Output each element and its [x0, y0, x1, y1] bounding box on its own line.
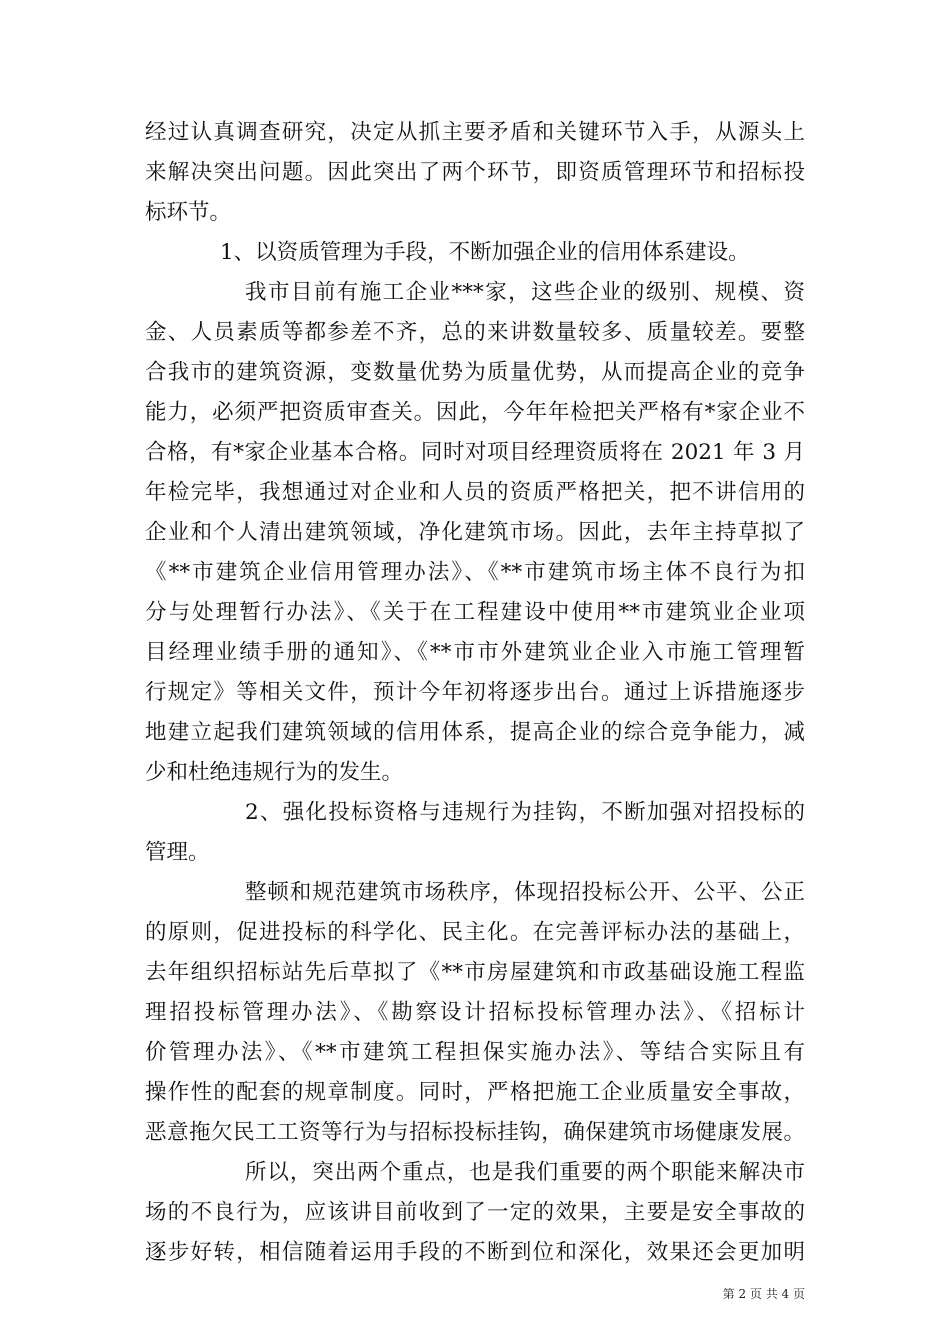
text-line: 合我市的建筑资源，变数量优势为质量优势，从而提高企业的竞争	[145, 360, 805, 385]
text-line: 行规定》等相关文件，预计今年初将逐步出台。通过上诉措施逐步	[145, 680, 805, 705]
text-line: 标环节。	[145, 200, 232, 225]
text-line: 操作性的配套的规章制度。同时，严格把施工企业质量安全事故，	[145, 1080, 805, 1105]
text-line: 我市目前有施工企业***家，这些企业的级别、规模、资	[245, 280, 805, 305]
text-line: 逐步好转，相信随着运用手段的不断到位和深化，效果还会更加明	[145, 1240, 805, 1265]
text-line: 《**市建筑企业信用管理办法》、《**市建筑市场主体不良行为扣	[145, 560, 805, 585]
text-line: 来解决突出问题。因此突出了两个环节，即资质管理环节和招标投	[145, 160, 805, 185]
text-line: 金、人员素质等都参差不齐，总的来讲数量较多、质量较差。要整	[145, 320, 805, 345]
text-line: 经过认真调查研究，决定从抓主要矛盾和关键环节入手，从源头上	[145, 120, 805, 145]
text-line: 场的不良行为，应该讲目前收到了一定的效果，主要是安全事故的	[145, 1200, 805, 1225]
text-line: 能力，必须严把资质审查关。因此，今年年检把关严格有*家企业不	[145, 400, 805, 425]
text-line: 管理。	[145, 840, 210, 865]
text-line: 的原则，促进投标的科学化、民主化。在完善评标办法的基础上，	[145, 920, 805, 945]
text-line: 合格，有*家企业基本合格。同时对项目经理资质将在 2021 年 3 月	[145, 440, 805, 465]
text-line: 恶意拖欠民工工资等行为与招标投标挂钩，确保建筑市场健康发展。	[145, 1120, 805, 1145]
text-line: 价管理办法》、《**市建筑工程担保实施办法》、等结合实际且有	[145, 1040, 805, 1065]
text-line: 去年组织招标站先后草拟了《**市房屋建筑和市政基础设施工程监	[145, 960, 805, 985]
text-line: 分与处理暂行办法》、《关于在工程建设中使用**市建筑业企业项	[145, 600, 805, 625]
section-heading-1: 1、以资质管理为手段，不断加强企业的信用体系建设。	[220, 240, 750, 265]
text-line: 少和杜绝违规行为的发生。	[145, 760, 404, 785]
text-line: 理招投标管理办法》、《勘察设计招标投标管理办法》、《招标计	[145, 1000, 805, 1025]
text-line: 地建立起我们建筑领域的信用体系，提高企业的综合竞争能力，减	[145, 720, 805, 745]
text-line: 年检完毕，我想通过对企业和人员的资质严格把关，把不讲信用的	[145, 480, 805, 505]
text-line: 所以，突出两个重点，也是我们重要的两个职能来解决市	[245, 1160, 805, 1185]
text-line: 整顿和规范建筑市场秩序，体现招投标公开、公平、公正	[245, 880, 805, 905]
text-line: 目经理业绩手册的通知》、《**市市外建筑业企业入市施工管理暂	[145, 640, 805, 665]
page-number: 第 2 页 共 4 页	[722, 1287, 805, 1301]
section-heading-2: 2、强化投标资格与违规行为挂钩，不断加强对招投标的	[245, 800, 805, 825]
text-line: 企业和个人清出建筑领域，净化建筑市场。因此，去年主持草拟了	[145, 520, 805, 545]
